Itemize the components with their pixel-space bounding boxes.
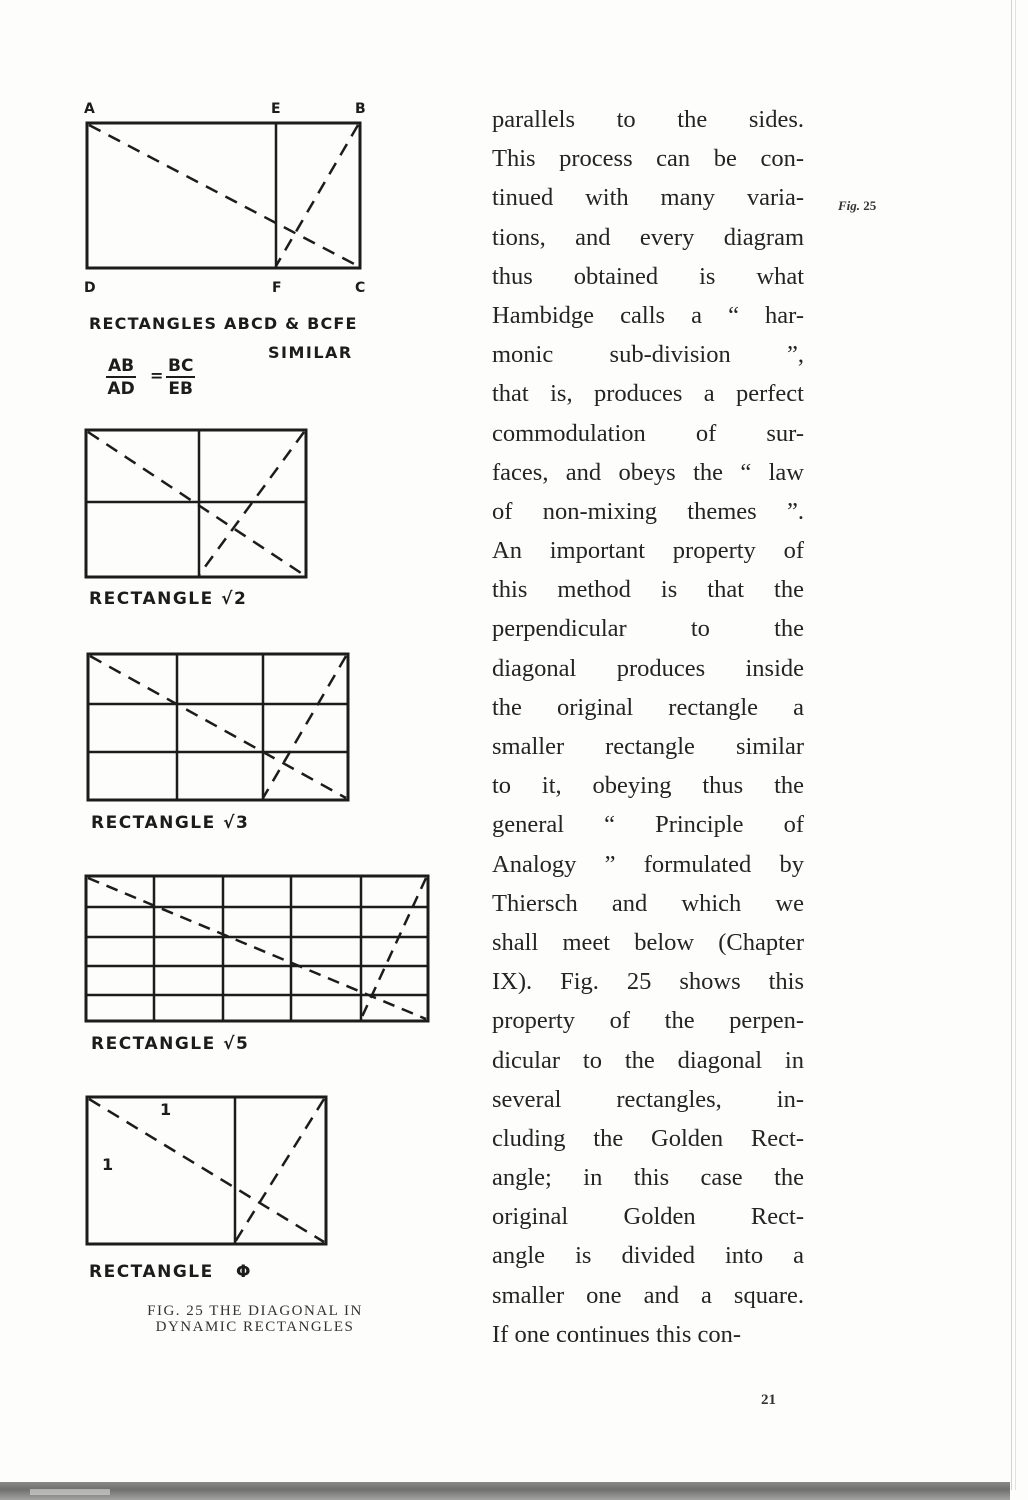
text-line: original Golden Rect- <box>492 1203 804 1231</box>
text-line: property of the perpen- <box>492 1007 804 1035</box>
text-line: commodulation of sur- <box>492 419 804 447</box>
text-line: of non-mixing themes ”. <box>492 497 804 525</box>
margin-figure-reference: Fig. 25 <box>838 198 877 213</box>
label-rectangle-phi: RECTANGLE Φ <box>89 1262 252 1282</box>
ratio-fraction-left: $\frac{AB}{AD}$ <box>107 356 135 399</box>
text-line: the original rectangle a <box>492 693 804 721</box>
text-line: This process can be con- <box>492 145 804 173</box>
point-label-e: E <box>271 101 281 117</box>
point-label-f: F <box>272 280 282 296</box>
text-line: shall meet below (Chapter <box>492 928 804 956</box>
text-line: An important property of <box>492 537 804 565</box>
phi-side-label-left: 1 <box>102 1155 115 1174</box>
text-line: thus obtained is what <box>492 262 804 290</box>
text-line: IX). Fig. 25 shows this <box>492 968 804 996</box>
text-line: this method is that the <box>492 576 804 604</box>
page-number: 21 <box>761 1392 776 1408</box>
text-line: several rectangles, in- <box>492 1085 804 1113</box>
text-line: Hambidge calls a “ har- <box>492 301 804 329</box>
text-line: faces, and obeys the “ law <box>492 458 804 486</box>
text-line: If one continues this con- <box>492 1320 742 1348</box>
text-line: cluding the Golden Rect- <box>492 1124 804 1152</box>
text-line: smaller one and a square. <box>492 1281 804 1309</box>
label-rectangle-sqrt3: RECTANGLE √3 <box>91 813 250 833</box>
diagram1-title-similar: SIMILAR <box>268 343 353 362</box>
text-line: angle is divided into a <box>492 1242 804 1270</box>
phi-side-label-top: 1 <box>160 1100 173 1119</box>
scan-bottom-edge <box>0 1482 1010 1500</box>
text-line: Thiersch and which we <box>492 889 804 917</box>
ratio-fraction-right: $\frac{BC}{EB}$ <box>168 356 194 399</box>
text-line: parallels to the sides. <box>492 106 804 133</box>
text-line: that is, produces a perfect <box>492 380 804 408</box>
text-line: diagonal produces inside <box>492 654 804 682</box>
text-line: general “ Principle of <box>492 811 804 839</box>
text-line: perpendicular to the <box>492 615 804 643</box>
diagram1-title: RECTANGLES ABCD & BCFE <box>89 314 358 333</box>
text-line: angle; in this case the <box>492 1164 804 1192</box>
equals-sign: = <box>150 366 164 385</box>
diagram-rectangle-sqrt2 <box>86 430 306 577</box>
text-line: smaller rectangle similar <box>492 733 804 760</box>
point-label-b: B <box>355 101 366 117</box>
diagram-rectangles-similar <box>87 123 360 268</box>
text-line: dicular to the diagonal in <box>492 1046 804 1074</box>
text-line: tions, and every diagram <box>492 223 804 251</box>
point-label-d: D <box>84 280 96 296</box>
diagram-rectangle-phi <box>87 1097 326 1244</box>
diagram-rectangle-sqrt3 <box>88 654 348 800</box>
text-line: monic sub-division ”, <box>492 341 804 369</box>
text-line: tinued with many varia- <box>492 184 804 212</box>
page-edge <box>1011 0 1016 1490</box>
figure-caption: FIG. 25 THE DIAGONAL IN DYNAMIC RECTANGLES <box>147 1303 363 1335</box>
point-label-a: A <box>84 101 95 117</box>
diagram-rectangle-sqrt5 <box>86 876 428 1021</box>
text-line: to it, obeying thus the <box>492 772 804 800</box>
label-rectangle-sqrt5: RECTANGLE √5 <box>91 1034 250 1054</box>
text-line: Analogy ” formulated by <box>492 850 804 878</box>
point-label-c: C <box>355 280 366 296</box>
label-rectangle-sqrt2: RECTANGLE √2 <box>89 589 248 609</box>
body-text <box>492 100 804 1354</box>
